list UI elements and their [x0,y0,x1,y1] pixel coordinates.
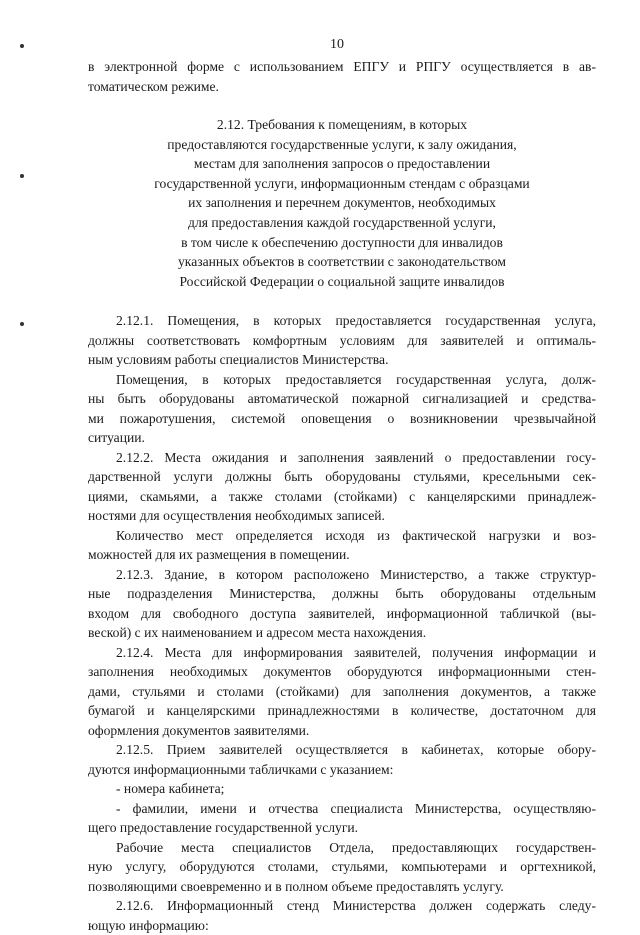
heading-line: государственной услуги, информационным стендам с образцами [154,175,530,191]
heading-line: Российской Федерации о социальной защите инвалидов [179,273,505,289]
text-line: ным условиям работы специалистов Министерства. [88,352,389,368]
text-line: веской) с их наименованием и адресом места нахождения. [88,625,427,641]
text-line: дами, стульями и столами (стойками) для заполнения документов, а также [88,683,596,699]
text-line: 2.12.1. Помещения, в которых предоставляется государственная услуга, [116,313,596,329]
text-line: заполнения необходимых документов оборудуются информационными стен- [88,664,596,680]
body-paragraph [88,448,596,526]
body-paragraph [88,779,596,799]
body-paragraph [88,838,596,897]
heading-line: указанных объектов в соответствии с законодательством [178,254,506,270]
text-line: позволяющими своевременно и в полном объеме предоставлять услугу. [88,878,504,894]
text-line: 2.12.3. Здание, в котором расположено Министерство, а также структур- [116,566,596,582]
heading-line: в том числе к обеспечению доступности для инвалидов [181,234,503,250]
body-paragraph [88,896,596,935]
text-line: дарственной услуги должны быть оборудованы стульями, кресельными сек- [88,469,596,485]
text-line: циями, скамьями, а также столами (стойками) с канцелярскими принадлеж- [88,488,596,504]
text-line: входом для свободного доступа заявителей, информационной табличкой (вы- [88,605,596,621]
heading-line: их заполнения и перечнем документов, необходимых [188,195,496,211]
text-line: ми пожаротушения, системой оповещения о возникновении чрезвычайной [88,410,596,426]
text-line: ющую информацию: [88,917,209,933]
text-line: дуются информационными табличками с указанием: [88,761,394,777]
body-paragraph [88,740,596,779]
heading-line: 2.12. Требования к помещениям, в которых [216,117,468,132]
body-paragraph [88,643,596,741]
scan-artifact-dot [20,322,24,326]
text-line: ные подразделения Министерства, должны быть оборудованы отдельным [88,586,596,602]
text-line: должны соответствовать комфортным условиям для заявителей и оптималь- [88,332,596,348]
text-line: томатическом режиме. [88,78,219,94]
text-line: 2.12.6. Информационный стенд Министерства должен содержать следу- [116,898,596,914]
body-paragraph [88,799,596,838]
intro-paragraph [88,57,596,96]
body-paragraph [88,565,596,643]
document-body [88,57,596,935]
text-line: Рабочие места специалистов Отдела, предоставляющих государствен- [116,839,596,855]
text-line: бумагой и канцелярскими принадлежностями в количестве, достаточном для [88,703,596,719]
text-line: в электронной форме с использованием ЕПГУ и РПГУ осуществляется в ав- [88,59,596,74]
text-line: 2.12.2. Места ожидания и заполнения заявлений о предоставлении госу- [116,449,596,465]
text-line: ную услугу, оборудуются столами, стульями, компьютерами и оргтехникой, [88,859,596,875]
heading-line: предоставляются государственные услуги, к залу ожидания, [167,136,517,152]
scan-artifact-dot [20,174,24,178]
text-line: ны быть оборудованы автоматической пожарной сигнализацией и средства- [88,391,596,407]
text-line: ситуации. [88,430,145,446]
text-line: можностей для их размещения в помещении. [88,547,350,563]
page-number: 10 [330,37,344,52]
text-line: 2.12.4. Места для информирования заявителей, получения информации и [116,644,596,660]
text-line: щего предоставление государственной услуги. [88,820,359,836]
body-paragraph [88,370,596,448]
body-paragraph [88,526,596,565]
heading-line: местам для заполнения запросов о предоставлении [193,156,491,172]
text-line: ностями для осуществления необходимых записей. [88,508,385,524]
text-line: Количество мест определяется исходя из фактической нагрузки и воз- [116,527,596,543]
text-line: - фамилии, имени и отчества специалиста Министерства, осуществляю- [116,800,596,816]
body-paragraph [88,311,596,370]
text-line: 2.12.5. Прием заявителей осуществляется в кабинетах, которые обору- [116,742,596,758]
text-line: - номера кабинета; [116,781,225,797]
text-line: оформления документов заявителями. [88,722,310,738]
section-heading [88,115,596,291]
text-line: Помещения, в которых предоставляется государственная услуга, долж- [116,371,596,387]
body-paragraphs [88,311,596,935]
heading-line: для предоставления каждой государственной услуги, [188,214,496,230]
